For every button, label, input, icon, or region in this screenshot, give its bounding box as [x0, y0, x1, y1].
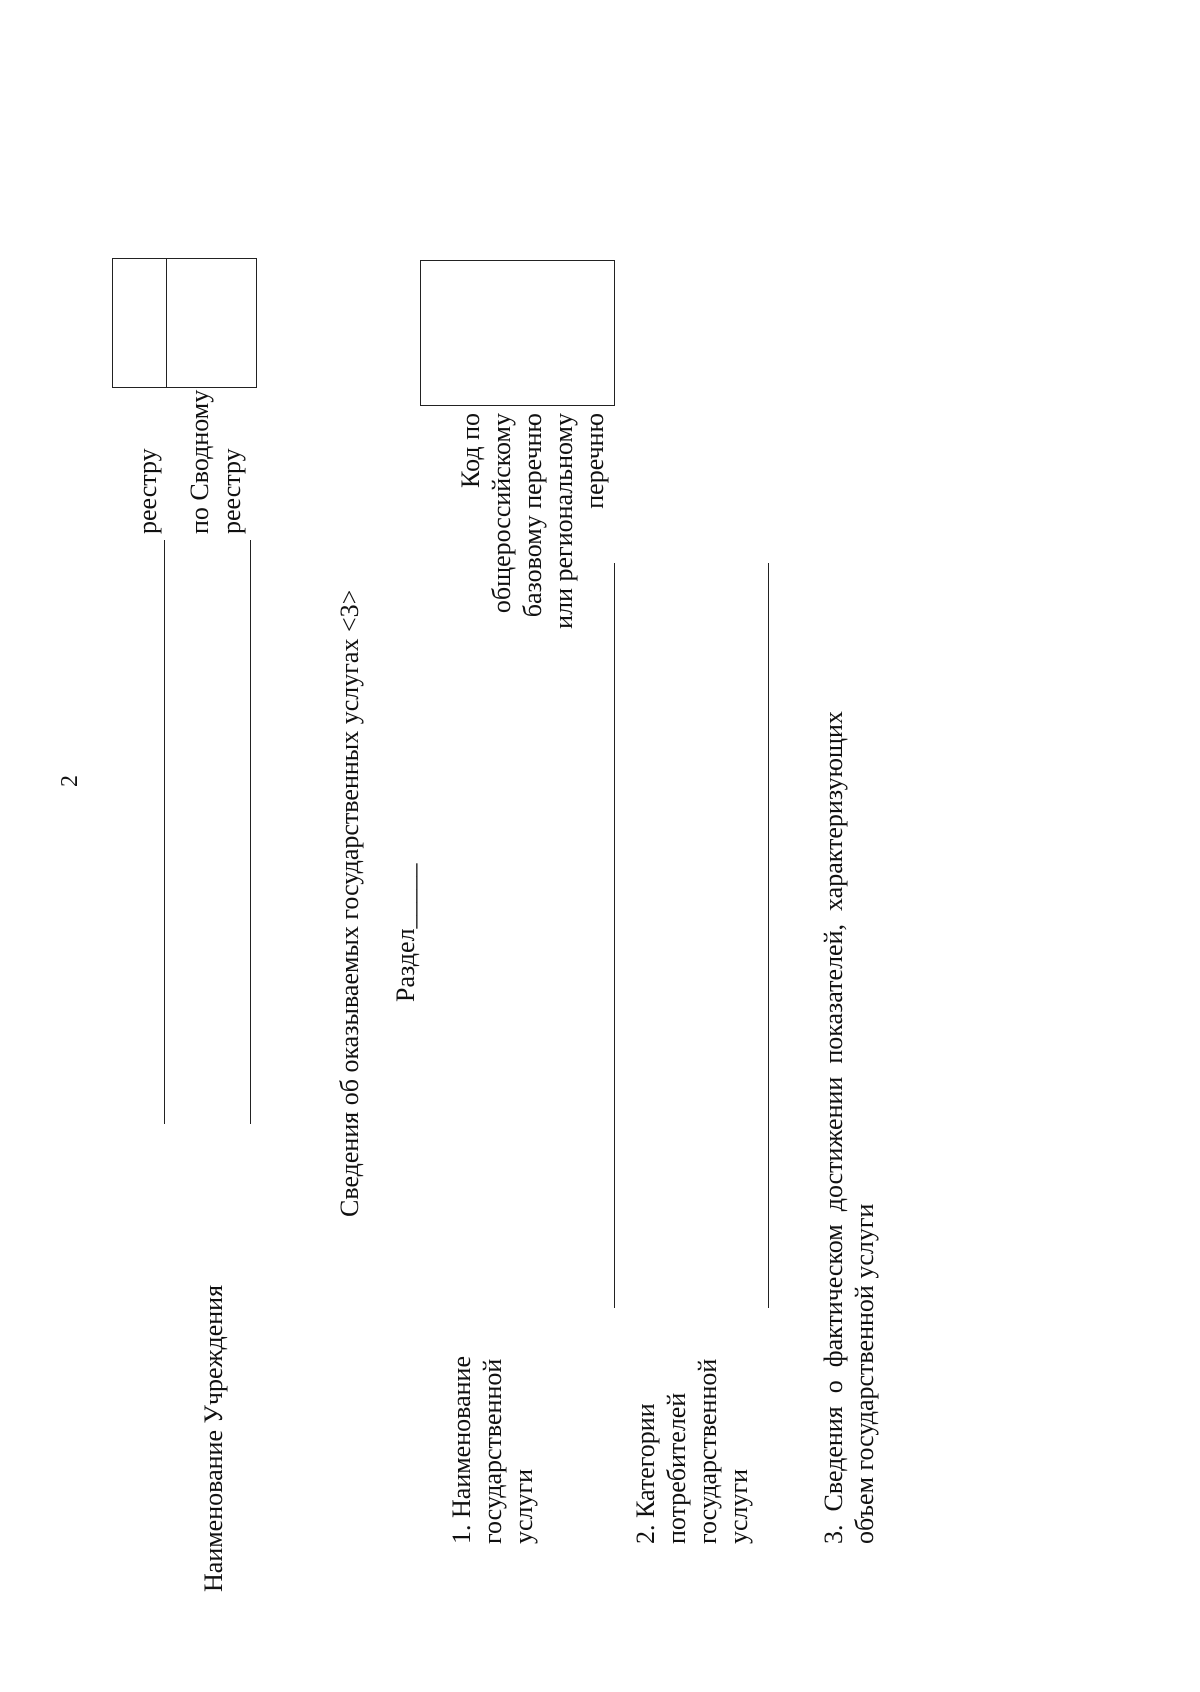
- institution-line-2: [250, 540, 251, 1124]
- item2-line1: 2. Категории: [631, 1403, 660, 1544]
- item3-label: [818, 344, 880, 1544]
- code-label: [455, 413, 610, 637]
- item1-line1: 1. Наименование: [447, 1356, 476, 1544]
- item2-line3: государственной: [693, 1358, 722, 1544]
- item2-line4: услуги: [724, 1468, 753, 1544]
- razdel-blank: _____: [391, 863, 420, 929]
- svodny-reestr-label-2: реестру: [217, 448, 246, 534]
- section-title: Сведения об оказываемых государственных услугах <3>: [335, 589, 364, 1217]
- item2-label: [630, 1314, 754, 1544]
- code-line5: перечню: [580, 413, 609, 509]
- item3-line2: объем государственной услуги: [850, 1203, 879, 1544]
- code-line4: или региональному: [549, 413, 578, 629]
- code-line2: общероссийскому: [487, 413, 516, 614]
- item1-line2: государственной: [478, 1358, 507, 1544]
- svodny-reestr-label-1: по Сводному: [185, 389, 214, 534]
- institution-line-1: [164, 540, 165, 1124]
- reestr-label: реестру: [133, 448, 162, 534]
- item1-line3: услуги: [509, 1468, 538, 1544]
- item1-line: [614, 563, 615, 1308]
- razdel-text: Раздел: [391, 928, 420, 1002]
- item2-line2: потребителей: [662, 1392, 691, 1544]
- item3-line1: 3. Сведения о фактическом достижении показателей, характеризующих: [819, 711, 848, 1544]
- code-line1: Код по: [456, 413, 485, 488]
- item1-label: [446, 1314, 539, 1544]
- reestr-code-boxes: [112, 258, 257, 388]
- code-box: [420, 260, 615, 406]
- reestr-code-divider: [166, 258, 167, 388]
- item2-line: [768, 563, 769, 1308]
- page-number: 2: [57, 775, 83, 787]
- razdel-label: [390, 863, 421, 1002]
- code-line3: базовому перечню: [518, 413, 547, 618]
- institution-label: Наименование Учреждения: [199, 1284, 228, 1592]
